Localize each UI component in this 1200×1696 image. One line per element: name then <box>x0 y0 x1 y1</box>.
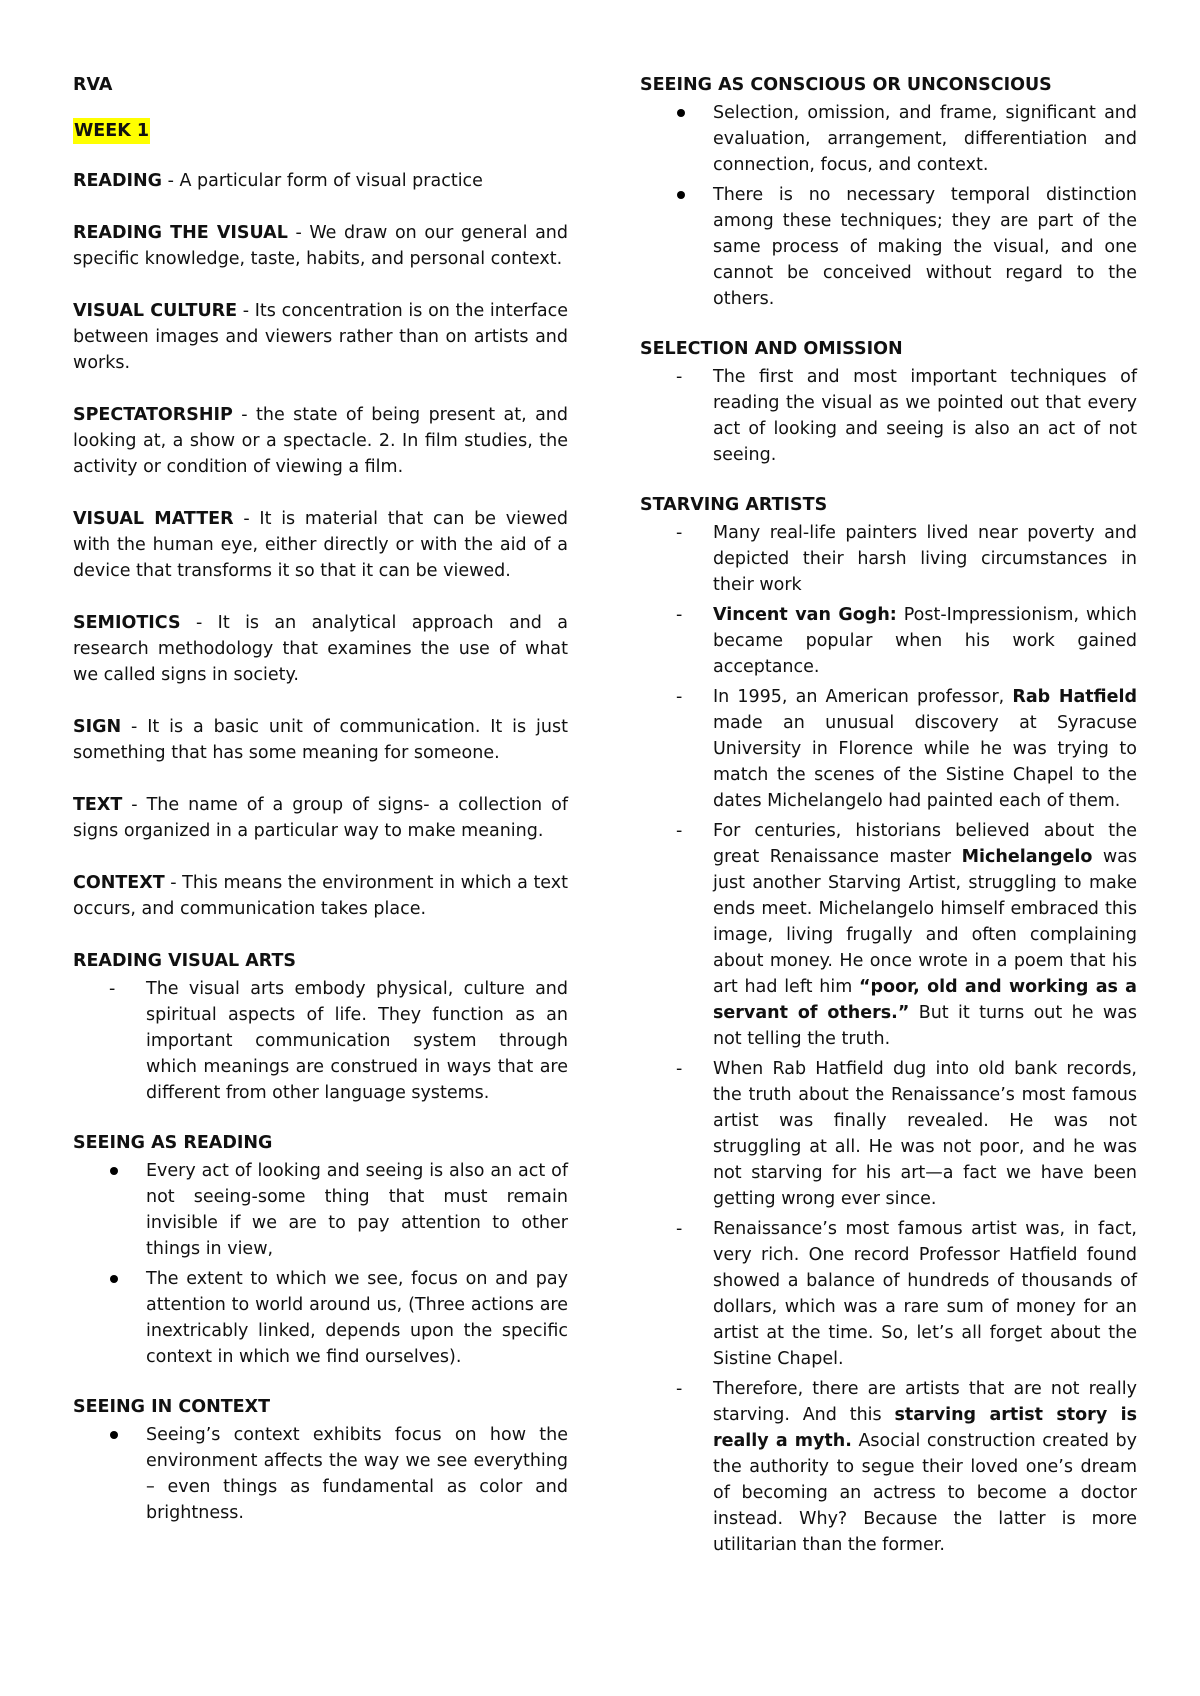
dash-list <box>640 364 1137 468</box>
list-item <box>73 976 568 1106</box>
dash-marker: - <box>676 687 683 707</box>
list-item-text: Many real-life painters lived near poverty and depicted their harsh living circumstances in their work <box>713 523 1137 595</box>
bullet-dot-icon <box>677 191 685 199</box>
week-label: WEEK 1 <box>73 118 150 144</box>
dash-marker: - <box>676 367 683 387</box>
term: READING <box>73 171 163 191</box>
definition-semiotics <box>73 610 568 688</box>
section-heading: READING VISUAL ARTS <box>73 951 297 971</box>
list-item-text: Post-Impressionism, which became popular when his work gained acceptance. <box>713 605 1137 677</box>
definition-text: - This means the environment in which a text occurs, and communication takes place. <box>73 873 568 919</box>
dash-marker: - <box>676 821 683 841</box>
definition-text: - It is an analytical approach and a research methodology that examines the use of what we called signs in society. <box>73 613 568 685</box>
dash-marker: - <box>676 523 683 543</box>
dash-marker: - <box>676 1059 683 1079</box>
list-item-text: For centuries, historians believed about the great Renaissance master <box>713 821 1137 867</box>
definition-text: - Its concentration is on the interface between images and viewers rather than on artists and works. <box>73 301 568 373</box>
list-item-text: Seeing’s context exhibits focus on how the environment affects the way we see everything – even things as fundamental as color and brightness. <box>146 1425 568 1523</box>
list-item-text: Renaissance’s most famous artist was, in fact, very rich. One record Professor Hatfield found showed a balance of hundreds of thousands of dollars, which was a rare sum of money for an artist at the time. So, let’s all forget about the Sistine Chapel. <box>713 1219 1137 1369</box>
list-item-text: Selection, omission, and frame, significant and evaluation, arrangement, differentiation and connection, focus, and context. <box>713 103 1137 175</box>
term: SPECTATORSHIP <box>73 405 233 425</box>
term: SIGN <box>73 717 122 737</box>
list-item <box>640 1056 1137 1212</box>
list-item-text: There is no necessary temporal distinction among these techniques; they are part of the same process of making the visual, and one cannot be conceived without regard to the others. <box>713 185 1137 309</box>
section-reading-visual-arts <box>73 948 568 1106</box>
list-item <box>640 684 1137 814</box>
bold-text: starving artist story is really a myth. <box>713 1405 1137 1451</box>
definition-text: - The name of a group of signs- a collection of signs organized in a particular way to make meaning. <box>73 795 568 841</box>
bullet-dot-icon <box>110 1431 118 1439</box>
definition-text: - It is a basic unit of communication. It is just something that has some meaning for someone. <box>73 717 568 763</box>
term: VISUAL CULTURE <box>73 301 238 321</box>
dash-marker: - <box>109 979 116 999</box>
definition-reading-the-visual <box>73 220 568 272</box>
dash-marker: - <box>676 605 683 625</box>
section-heading: STARVING ARTISTS <box>640 495 828 515</box>
list-item <box>640 602 1137 680</box>
definition-text: - We draw on our general and specific knowledge, taste, habits, and personal context. <box>73 223 568 269</box>
left-column <box>73 72 568 1550</box>
list-item <box>640 520 1137 598</box>
list-item-text: Every act of looking and seeing is also an act of not seeing-some thing that must remain invisible if we are to pay attention to other things in view, <box>146 1161 568 1259</box>
definition-visual-culture <box>73 298 568 376</box>
bullet-dot-icon <box>110 1275 118 1283</box>
list-item <box>640 100 1137 178</box>
bold-quote: “poor, old and working as a servant of others.” <box>713 977 1137 1023</box>
list-item-text: In 1995, an American professor, <box>713 687 1013 707</box>
list-item <box>73 1158 568 1262</box>
bold-text: Michelangelo <box>961 847 1093 867</box>
definition-text: - It is material that can be viewed with the human eye, either directly or with the aid of a device that transforms it so that it can be viewed. <box>73 509 568 581</box>
section-conscious-unconscious <box>640 72 1137 312</box>
definition-context <box>73 870 568 922</box>
list-item <box>640 364 1137 468</box>
section-seeing-in-context <box>73 1394 568 1526</box>
list-item <box>640 1216 1137 1372</box>
list-item <box>640 818 1137 1052</box>
section-starving-artists <box>640 492 1137 1558</box>
dash-marker: - <box>676 1219 683 1239</box>
definition-text: - the state of being present at, and looking at, a show or a spectacle. 2. In film studies, the activity or condition of viewing a film. <box>73 405 568 477</box>
list-item-text: Asocial construction created by the authority to segue their loved one’s dream of becoming an actress to become a doctor instead. Why? Because the latter is more utilitarian than the former. <box>713 1431 1137 1555</box>
bullet-dot-icon <box>677 109 685 117</box>
list-item <box>73 1422 568 1526</box>
definition-sign <box>73 714 568 766</box>
section-selection-omission <box>640 336 1137 468</box>
bullet-list <box>73 1158 568 1370</box>
dash-marker: - <box>676 1379 683 1399</box>
list-item-text: The visual arts embody physical, culture and spiritual aspects of life. They function as an important communication system through which meanings are construed in ways that are different from other language systems. <box>146 979 568 1103</box>
term: TEXT <box>73 795 123 815</box>
list-item-text: The extent to which we see, focus on and pay attention to world around us, (Three actions are inextricably linked, depends upon the specific context in which we find ourselves). <box>146 1269 568 1367</box>
list-item <box>640 182 1137 312</box>
doc-title: RVA <box>73 75 113 95</box>
week-label-row <box>73 118 568 144</box>
dash-list <box>640 520 1137 1558</box>
section-heading: SEEING AS READING <box>73 1133 273 1153</box>
bullet-dot-icon <box>110 1167 118 1175</box>
bold-text: Rab Hatfield <box>1012 687 1137 707</box>
bullet-list <box>73 1422 568 1526</box>
list-item-text: Therefore, there are artists that are not really starving. And this <box>713 1379 1137 1425</box>
term: VISUAL MATTER <box>73 509 234 529</box>
section-seeing-as-reading <box>73 1130 568 1370</box>
list-item-text: made an unusual discovery at Syracuse University in Florence while he was trying to match the scenes of the Sistine Chapel to the dates Michelangelo had painted each of them. <box>713 713 1137 811</box>
definition-reading <box>73 168 568 194</box>
bullet-list <box>640 100 1137 312</box>
dash-list <box>73 976 568 1106</box>
section-heading: SELECTION AND OMISSION <box>640 339 903 359</box>
list-item-text: The first and most important techniques of reading the visual as we pointed out that every act of looking and seeing is also an act of not seeing. <box>713 367 1137 465</box>
term: SEMIOTICS <box>73 613 181 633</box>
list-item-text: But it turns out he was not telling the truth. <box>713 1003 1137 1049</box>
definition-text-term <box>73 792 568 844</box>
list-item-text: was just another Starving Artist, struggling to make ends meet. Michelangelo himself embraced this image, living frugally and often complaining about money. He once wrote in a poem that his art had left him <box>713 847 1137 997</box>
definition-text: - A particular form of visual practice <box>162 171 483 191</box>
list-item-text: When Rab Hatfield dug into old bank records, the truth about the Renaissance’s most famous artist was finally revealed. He was not struggling at all. He was not poor, and he was not starving for his art—a fact we have been getting wrong ever since. <box>713 1059 1137 1209</box>
section-heading: SEEING AS CONSCIOUS OR UNCONSCIOUS <box>640 75 1052 95</box>
list-item <box>73 1266 568 1370</box>
definition-spectatorship <box>73 402 568 480</box>
list-item <box>640 1376 1137 1558</box>
right-column <box>640 72 1137 1582</box>
section-heading: SEEING IN CONTEXT <box>73 1397 271 1417</box>
definition-visual-matter <box>73 506 568 584</box>
bold-text: Vincent van Gogh: <box>713 605 897 625</box>
term: READING THE VISUAL <box>73 223 288 243</box>
term: CONTEXT <box>73 873 165 893</box>
